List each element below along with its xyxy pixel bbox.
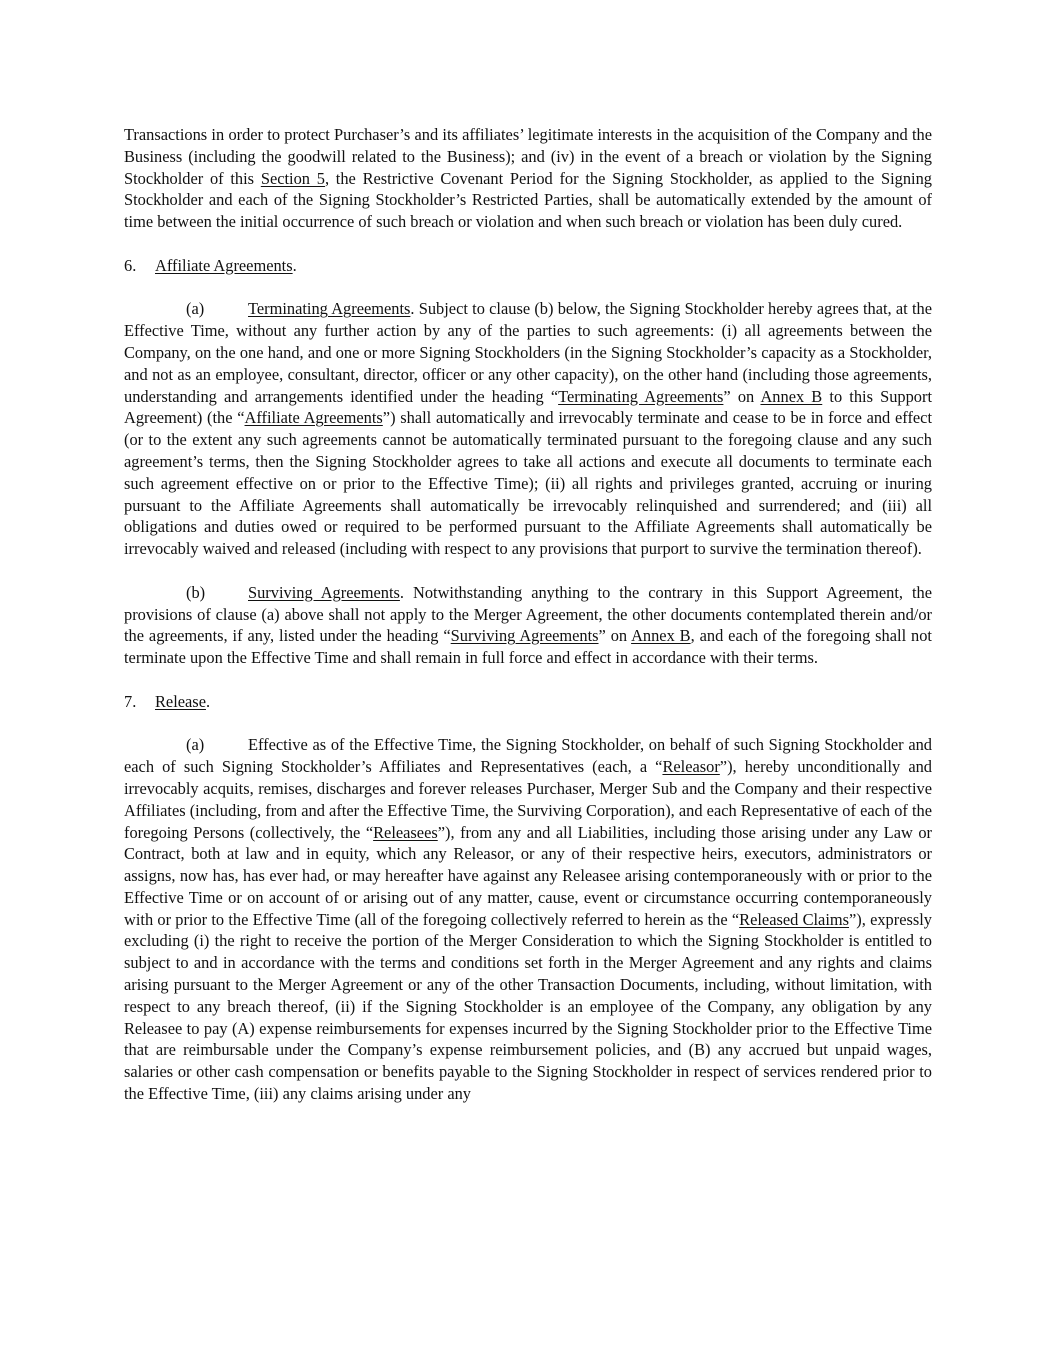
section-7a-paragraph: (a) Effective as of the Effective Time, the Signing Stockholder, on behalf of such Signing Stockholder and each of such Signing Stockholder’s Affiliates and Representatives (each, a “Releasor”), hereby unconditionally and irrevocably acquits, remises, discharges and forever releases Purchaser, Merger Sub and the Company and their respective Affiliates (including, from and after the Effective Time, the Surviving Corporation), and each Representative of each of the foregoing Persons (collectively, the “Releasees”), from any and all Liabilities, including those arising under any Law or Contract, both at law and in equity, which any Releasor, or any of their respective heirs, executors, administrators or assigns, now has, has ever had, or may hereafter have against any Releasee arising contemporaneously with or prior to the Effective Time or on account of or arising out of any matter, cause, event or circumstance occurring contemporaneously with or prior to the Effective Time (all of the foregoing collectively referred to herein as the “Released Claims”), expressly excluding (i) the right to receive the portion of the Merger Consideration to which the Signing Stockholder is entitled to subject to and in accordance with the terms and conditions set forth in the Merger Agreement and any rights and claims arising pursuant to the Merger Agreement or any of the other Transaction Documents, including, without limitation, with respect to any breach thereof, (ii) if the Signing Stockholder is an employee of the Company, any obligation by any Releasee to pay (A) expense reimbursements for expenses incurred by the Signing Stockholder prior to the Effective Time that are reimbursable under the Company’s expense reimbursement policies, and (B) any accrued but unpaid wages, salaries or other cash compensation or benefits payable to the Signing Stockholder in respect of services rendered prior to the Effective Time, (iii) any claims arising under any	[124, 735, 932, 1104]
section-6a-title: Terminating Agreements	[248, 299, 411, 319]
document-page	[124, 124, 932, 1105]
section-5-reference: Section 5	[260, 168, 325, 188]
defined-term: Affiliate Agreements	[244, 408, 383, 428]
section-7a-label: (a)	[186, 735, 205, 755]
section-6-heading: 6. Affiliate Agreements.	[124, 255, 297, 275]
defined-term: Releasees	[373, 822, 438, 842]
defined-term: Releasor	[662, 757, 720, 777]
defined-term: Surviving Agreements	[450, 626, 599, 646]
section-7-title: Release	[155, 691, 206, 711]
section-6a-label: (a)	[186, 299, 205, 319]
section-6-title: Affiliate Agreements	[155, 255, 293, 275]
paragraph-intro: Transactions in order to protect Purchaser’s and its affiliates’ legitimate interests in the acquisition of the Company and the Business (including the goodwill related to the Business); and (iv) in the event of a breach or violation by the Signing Stockholder of this Section 5, the Restrictive Covenant Period for the Signing Stockholder, as applied to the Signing Stockholder and each of the Signing Stockholder’s Restricted Parties, shall be automatically extended by the amount of time between the initial occurrence of such breach or violation and when such breach or violation has been duly cured.	[124, 125, 932, 232]
section-7-heading: 7. Release.	[124, 691, 211, 711]
section-6b-label: (b)	[186, 582, 206, 602]
annex-b-reference: Annex B	[760, 386, 823, 406]
section-6a-paragraph: (a) Terminating Agreements. Subject to clause (b) below, the Signing Stockholder hereby agrees that, at the Effective Time, without any further action by any of the parties to such agreements: (i) all agreements between the Company, on the one hand, and one or more Signing Stockholders (in the Signing Stockholder’s capacity as a Stockholder, and not as an employee, consultant, director, officer or any other capacity), on the other hand (including those agreements, understanding and arrangements identified under the heading “Terminating Agreements” on Annex B to this Support Agreement) (the “Affiliate Agreements”) shall automatically and irrevocably terminate and cease to be in force and effect (or to the extent any such agreements cannot be automatically terminated pursuant to the foregoing clause and any such agreement’s terms, then the Signing Stockholder agrees to take all actions and execute all documents to terminate each such agreement effective on or prior to the Effective Time); (ii) all rights and privileges granted, accruing or inuring pursuant to the Affiliate Agreements shall automatically be irrevocably relinquished and surrendered; and (iii) all obligations and duties owed or required to be performed pursuant to the Affiliate Agreements shall automatically be irrevocably waived and released (including with respect to any provisions that purport to survive the termination thereof).	[124, 299, 933, 559]
section-6b-paragraph: (b) Surviving Agreements. Notwithstanding anything to the contrary in this Support Agreement, the provisions of clause (a) above shall not apply to the Merger Agreement, the other documents contemplated therein and/or the agreements, if any, listed under the heading “Surviving Agreements” on Annex B, and each of the foregoing shall not terminate upon the Effective Time and shall remain in full force and effect in accordance with their terms.	[124, 582, 933, 668]
section-6b-title: Surviving Agreements	[248, 582, 400, 602]
annex-b-reference: Annex B	[631, 626, 691, 646]
defined-term: Released Claims	[739, 909, 850, 929]
defined-term: Terminating Agreements	[558, 386, 724, 406]
